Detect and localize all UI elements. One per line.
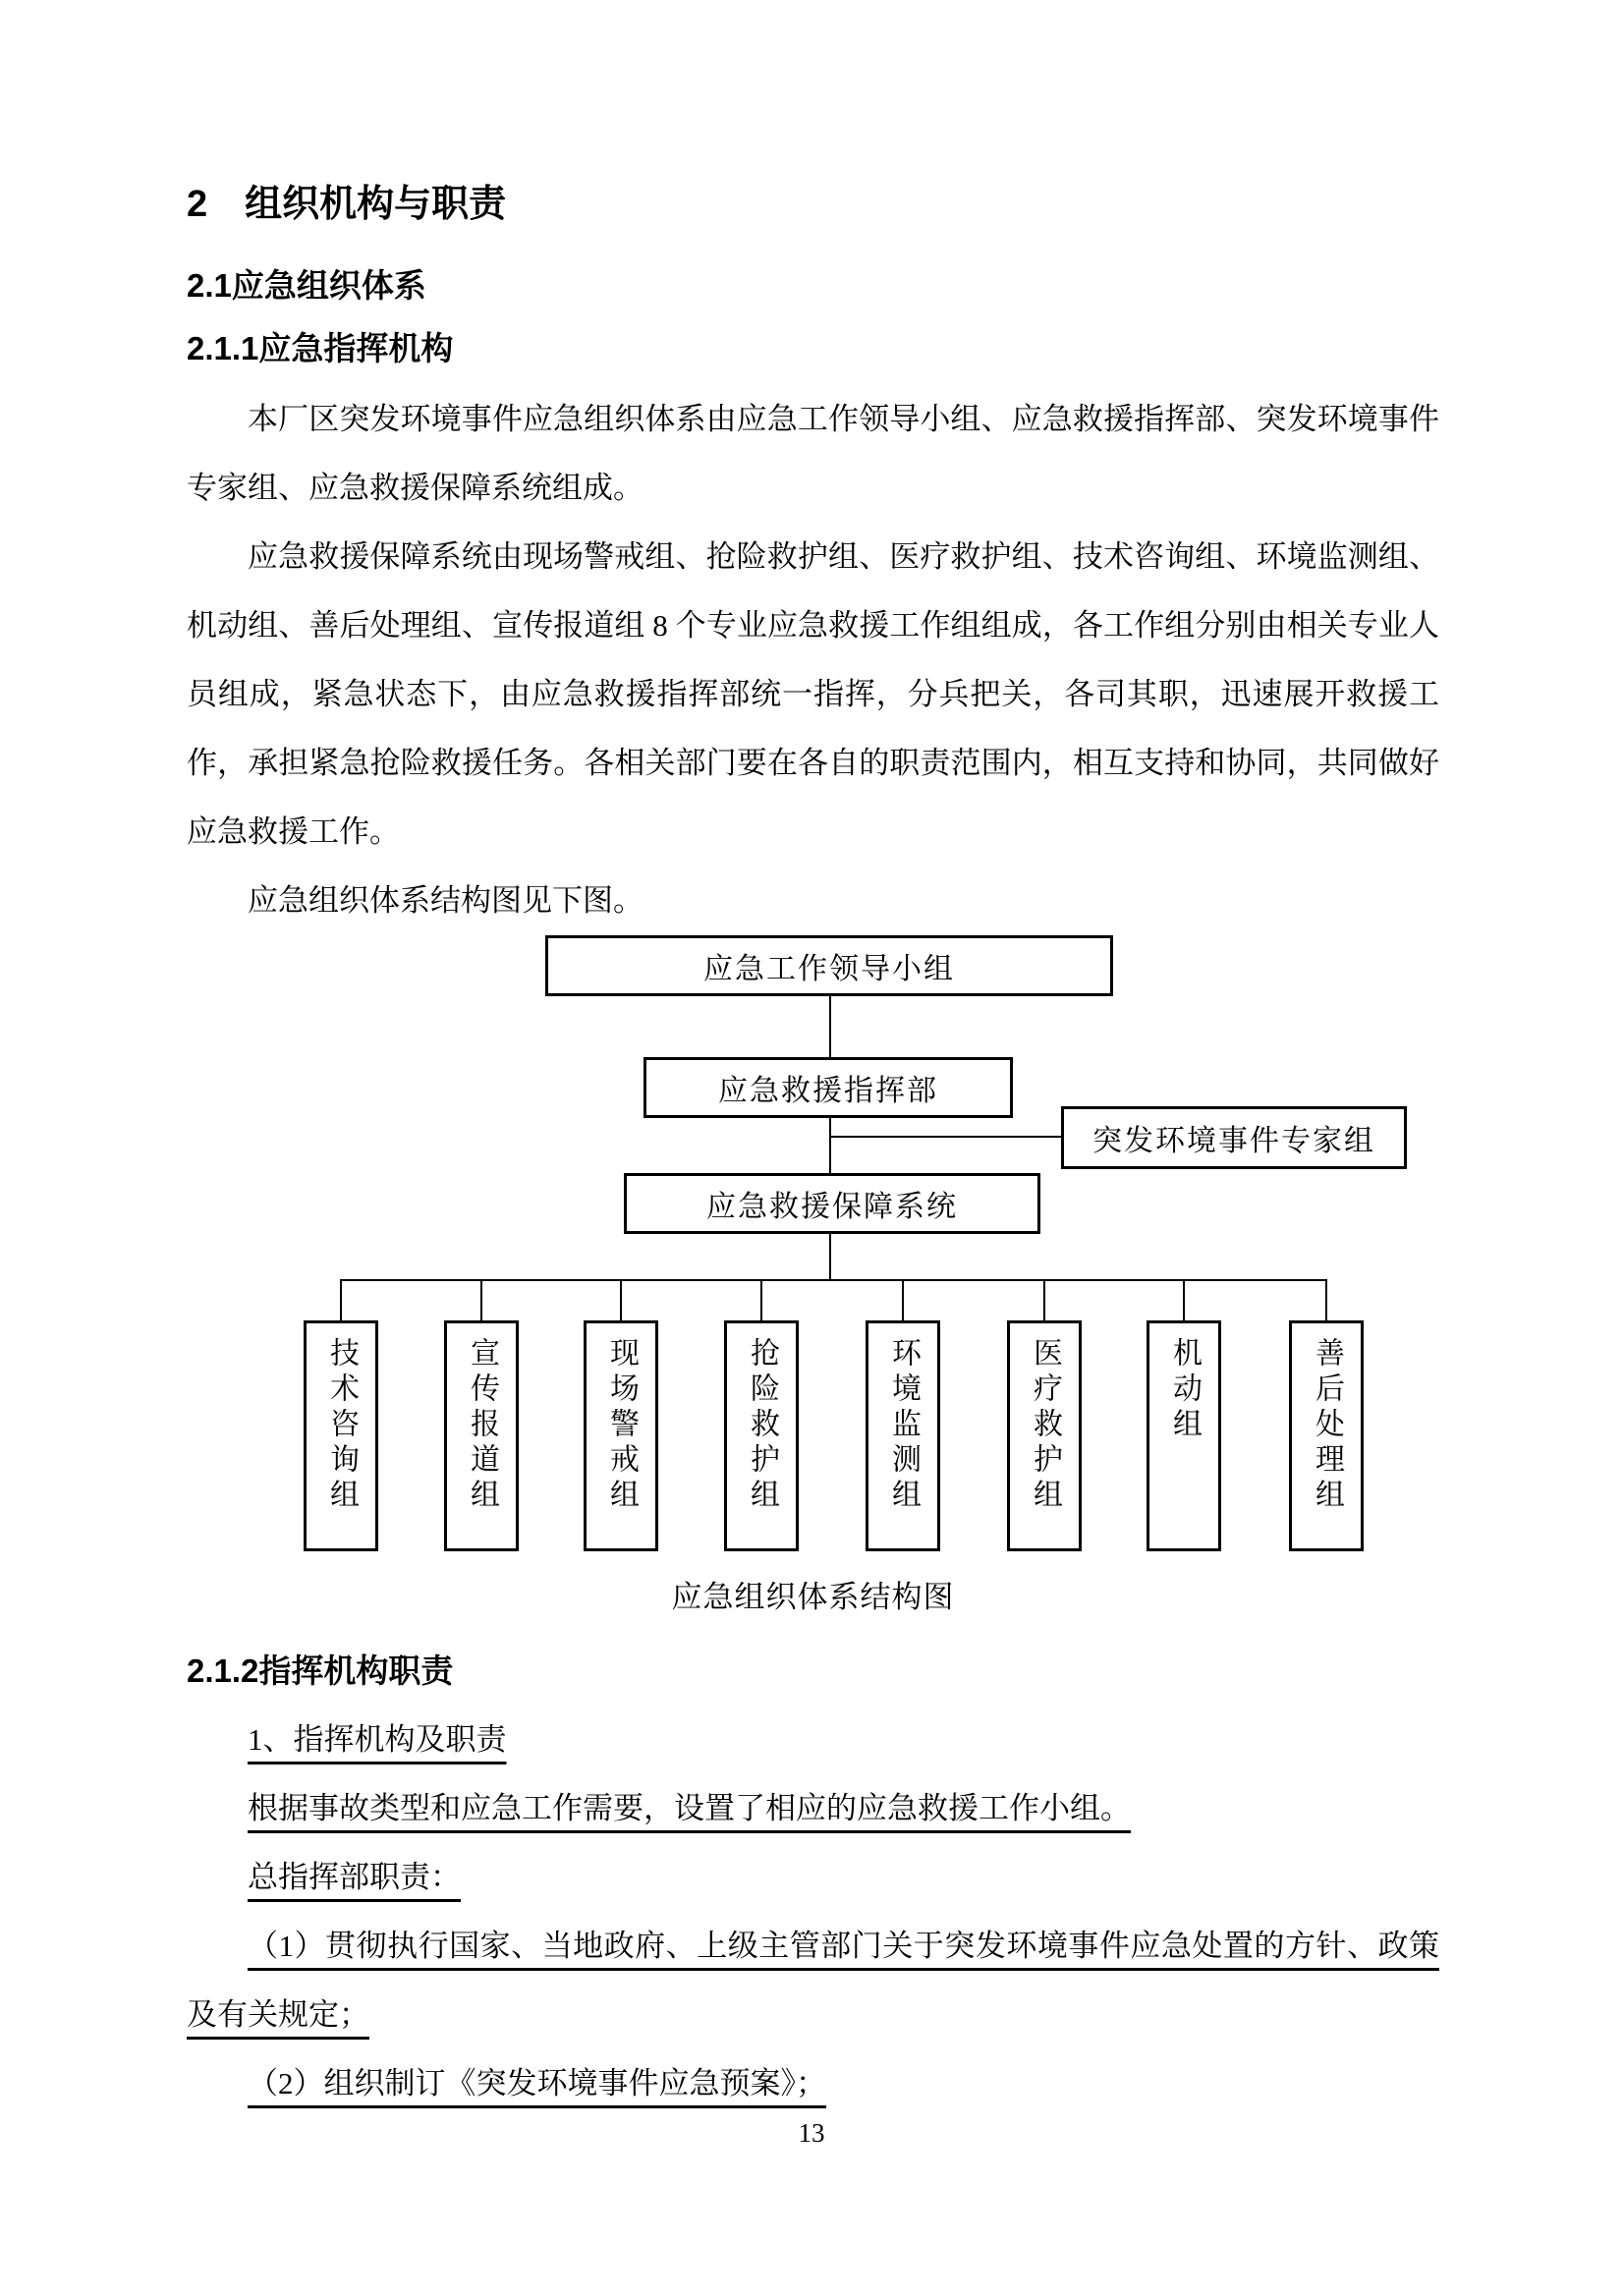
- connector-drop: [1043, 1279, 1045, 1320]
- page-content: [187, 0, 1439, 2118]
- chart-box-label: 善后处理组: [1311, 1337, 1343, 1514]
- connector-drop: [480, 1279, 482, 1320]
- chart-box-group: [724, 1320, 799, 1551]
- org-chart: [187, 935, 1439, 1623]
- duty-item-2: （2）组织制订《突发环境事件应急预案》；: [248, 2066, 826, 2100]
- section-heading-2-1-1: 2.1.1应急指挥机构: [187, 330, 454, 366]
- chart-box-group: [1147, 1320, 1221, 1551]
- connector-line: [829, 996, 831, 1057]
- paragraph-org-system: 本厂区突发环境事件应急组织体系由应急工作领导小组、应急救援指挥部、突发环境事件专家组、应急救援保障系统组成。: [187, 402, 1439, 505]
- section-heading-2-1: 2.1应急组织体系: [187, 267, 426, 304]
- chart-box-label: 应急工作领导小组: [703, 953, 955, 985]
- chart-box-expert-group: [1061, 1106, 1407, 1169]
- chart-box-label: 技术咨询组: [325, 1337, 358, 1514]
- connector-drop: [1325, 1279, 1327, 1320]
- connector-drop: [902, 1279, 904, 1320]
- chart-box-label: 环境监测组: [887, 1337, 920, 1514]
- duty-line-setup-groups: 根据事故类型和应急工作需要，设置了相应的应急救援工作小组。: [248, 1791, 1131, 1825]
- chart-box-label: 突发环境事件专家组: [1092, 1125, 1375, 1157]
- chart-box-label: 机动组: [1168, 1337, 1201, 1443]
- connector-drop: [620, 1279, 622, 1320]
- chart-box-label: 应急救援保障系统: [706, 1191, 958, 1223]
- connector-line: [829, 1234, 831, 1279]
- chart-box-label: 宣传报道组: [466, 1337, 498, 1514]
- connector-line: [829, 1136, 1063, 1138]
- chart-box-group: [866, 1320, 940, 1551]
- connector-drop: [340, 1279, 342, 1320]
- paragraph-support-system: 应急救援保障系统由现场警戒组、抢险救护组、医疗救护组、技术咨询组、环境监测组、机动组、善后处理组、宣传报道组 8 个专业应急救援工作组组成，各工作组分别由相关专业人员组成，紧急状态下，由应急救援指挥部统一指挥，分兵把关，各司其职，迅速展开救援工作，承担紧急抢险救援任务。各相关部门要在各自的职责范围内，相互支持和协同，共同做好应急救援工作。: [187, 539, 1439, 849]
- chart-box-group: [584, 1320, 658, 1551]
- chart-box-group: [444, 1320, 519, 1551]
- chart-box-label: 现场警戒组: [605, 1337, 638, 1514]
- chart-box-group: [1289, 1320, 1364, 1551]
- page-number: 13: [798, 2118, 825, 2148]
- chart-box-label: 医疗救护组: [1029, 1337, 1061, 1514]
- chart-caption: 应急组织体系结构图: [671, 1580, 955, 1614]
- chapter-heading: 2 组织机构与职责: [187, 184, 507, 225]
- chart-box-label: 应急救援指挥部: [718, 1075, 938, 1107]
- chart-box-support-system: [624, 1173, 1040, 1234]
- connector-rail: [340, 1279, 1327, 1281]
- duty-line-command-org: 1、指挥机构及职责: [248, 1722, 507, 1757]
- connector-drop: [1183, 1279, 1185, 1320]
- paragraph-see-figure: 应急组织体系结构图见下图。: [248, 883, 644, 918]
- chart-box-leadership-group: [545, 935, 1113, 996]
- connector-drop: [760, 1279, 762, 1320]
- section-heading-2-1-2: 2.1.2指挥机构职责: [187, 1652, 454, 1689]
- duty-line-hq-duties: 总指挥部职责：: [248, 1860, 461, 1894]
- duty-item-1: （1）贯彻执行国家、当地政府、上级主管部门关于突发环境事件应急处置的方针、政策及有关规定；: [187, 1929, 1439, 2032]
- chart-box-group: [304, 1320, 378, 1551]
- connector-line: [829, 1118, 831, 1173]
- chart-box-group: [1007, 1320, 1082, 1551]
- chart-box-label: 抢险救护组: [746, 1337, 778, 1514]
- chart-box-rescue-command: [644, 1057, 1013, 1118]
